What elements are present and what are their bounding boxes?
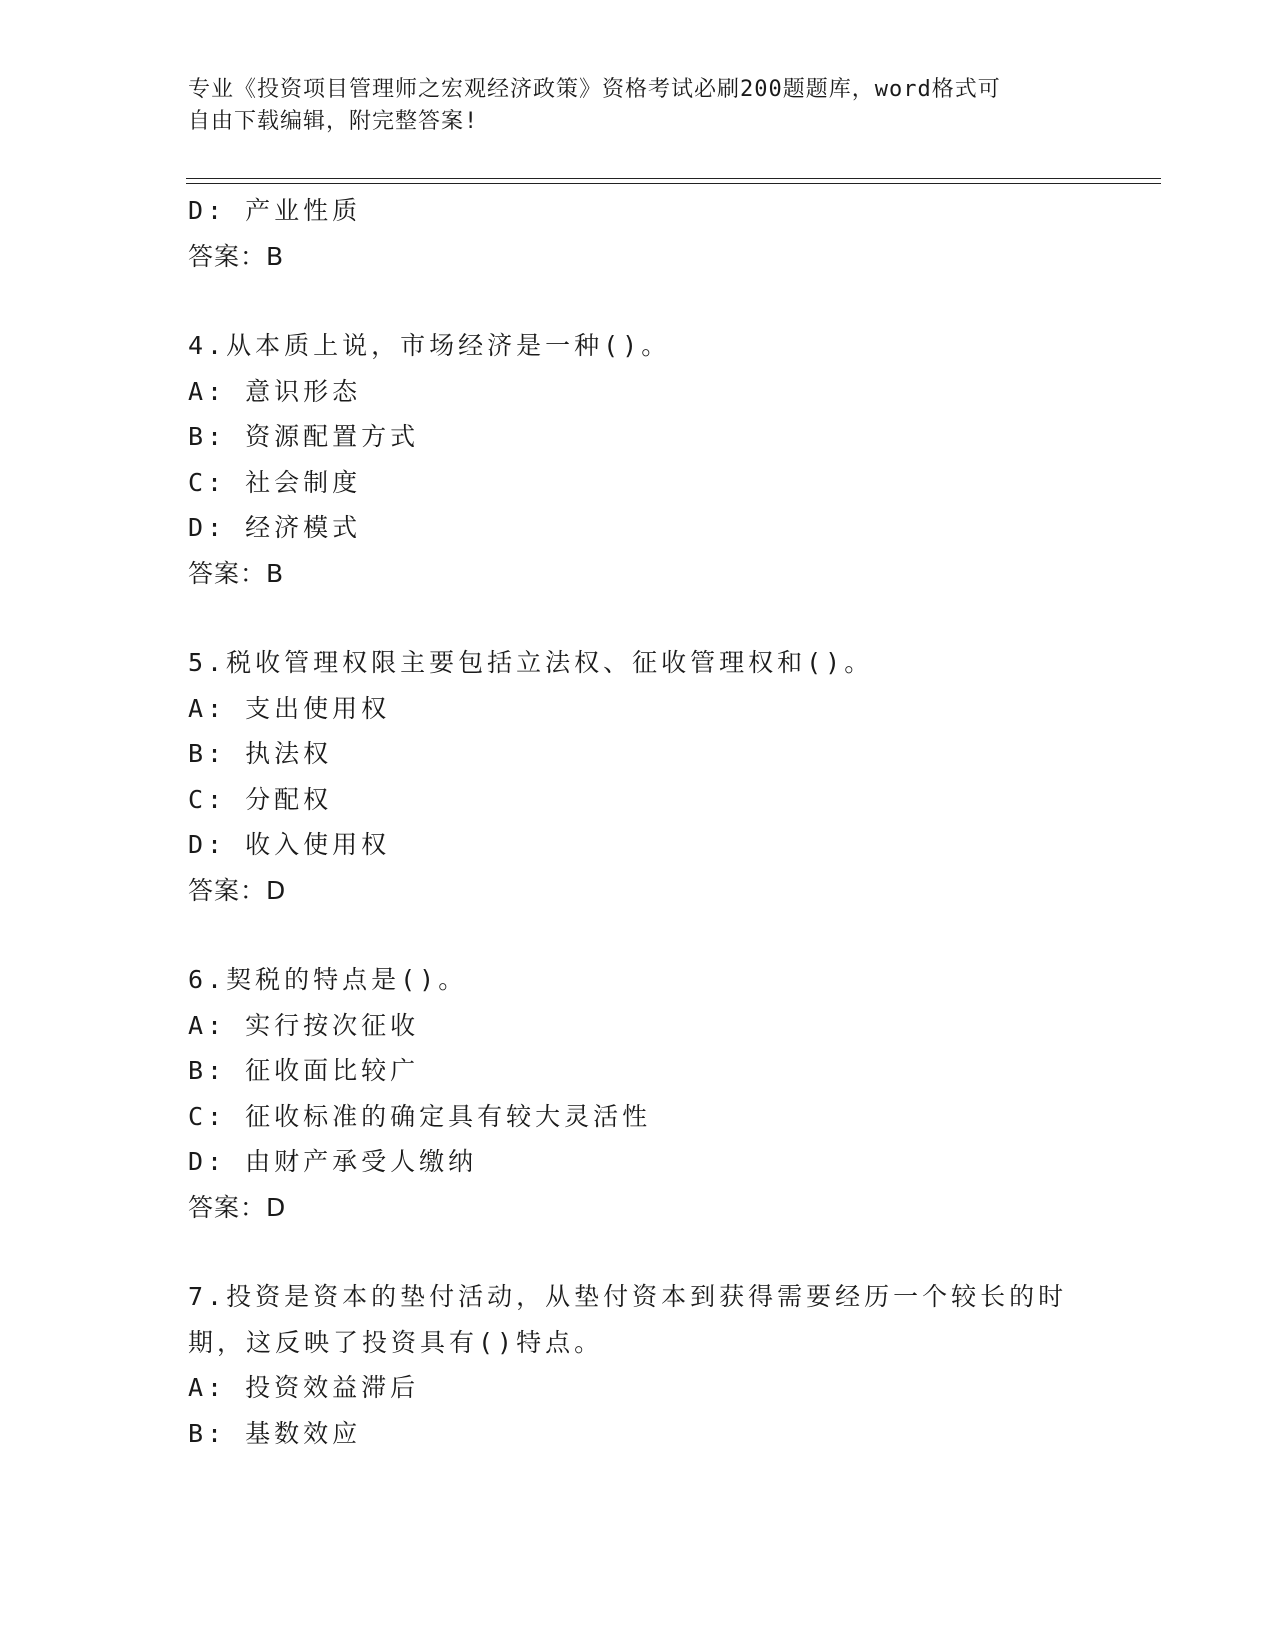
header-title-line-1: 专业《投资项目管理师之宏观经济政策》资格考试必刷200题题库，word格式可 [188,77,1001,102]
option-d: D: 经济模式 [188,513,362,542]
option-c: C: 征收标准的确定具有较大灵活性 [188,1101,652,1131]
option-d: D: 产业性质 [188,196,362,225]
option-a: A: 投资效益滞后 [188,1373,420,1402]
question-3-tail [188,188,1088,279]
option-b: B: 资源配置方式 [188,422,420,451]
option-b: B: 征收面比较广 [188,1056,420,1085]
option-c: C: 分配权 [188,784,333,814]
question-stem: 6.契税的特点是()。 [188,965,468,994]
spacer [188,913,1088,957]
question-5 [188,640,1088,913]
question-stem-line-1: 7.投资是资本的垫付活动，从垫付资本到获得需要经历一个较长的时 [188,1282,1068,1311]
option-d: D: 收入使用权 [188,830,391,859]
document-header [188,74,1088,138]
option-a: A: 支出使用权 [188,693,391,723]
option-c: C: 社会制度 [188,467,362,497]
question-6 [188,957,1088,1230]
spacer [188,596,1088,640]
option-a: A: 意识形态 [188,376,362,406]
option-b: B: 基数效应 [188,1418,362,1448]
question-7 [188,1274,1088,1456]
question-4 [188,323,1088,596]
answer: 答案：D [188,875,287,905]
header-divider-top [186,178,1161,179]
spacer [188,279,1088,323]
option-a: A: 实行按次征收 [188,1010,420,1040]
option-b: B: 执法权 [188,739,333,768]
question-list [188,188,1088,1456]
header-divider-bottom [186,183,1161,184]
spacer [188,1230,1088,1274]
question-stem-line-2: 期，这反映了投资具有()特点。 [188,1327,604,1357]
question-stem: 5.税收管理权限主要包括立法权、征收管理权和()。 [188,648,874,677]
question-stem: 4.从本质上说，市场经济是一种()。 [188,331,671,360]
answer: 答案：B [188,241,285,271]
answer: 答案：B [188,558,285,588]
answer: 答案：D [188,1192,287,1222]
header-title-line-2: 自由下载编辑，附完整答案! [188,109,479,134]
option-d: D: 由财产承受人缴纳 [188,1147,478,1176]
